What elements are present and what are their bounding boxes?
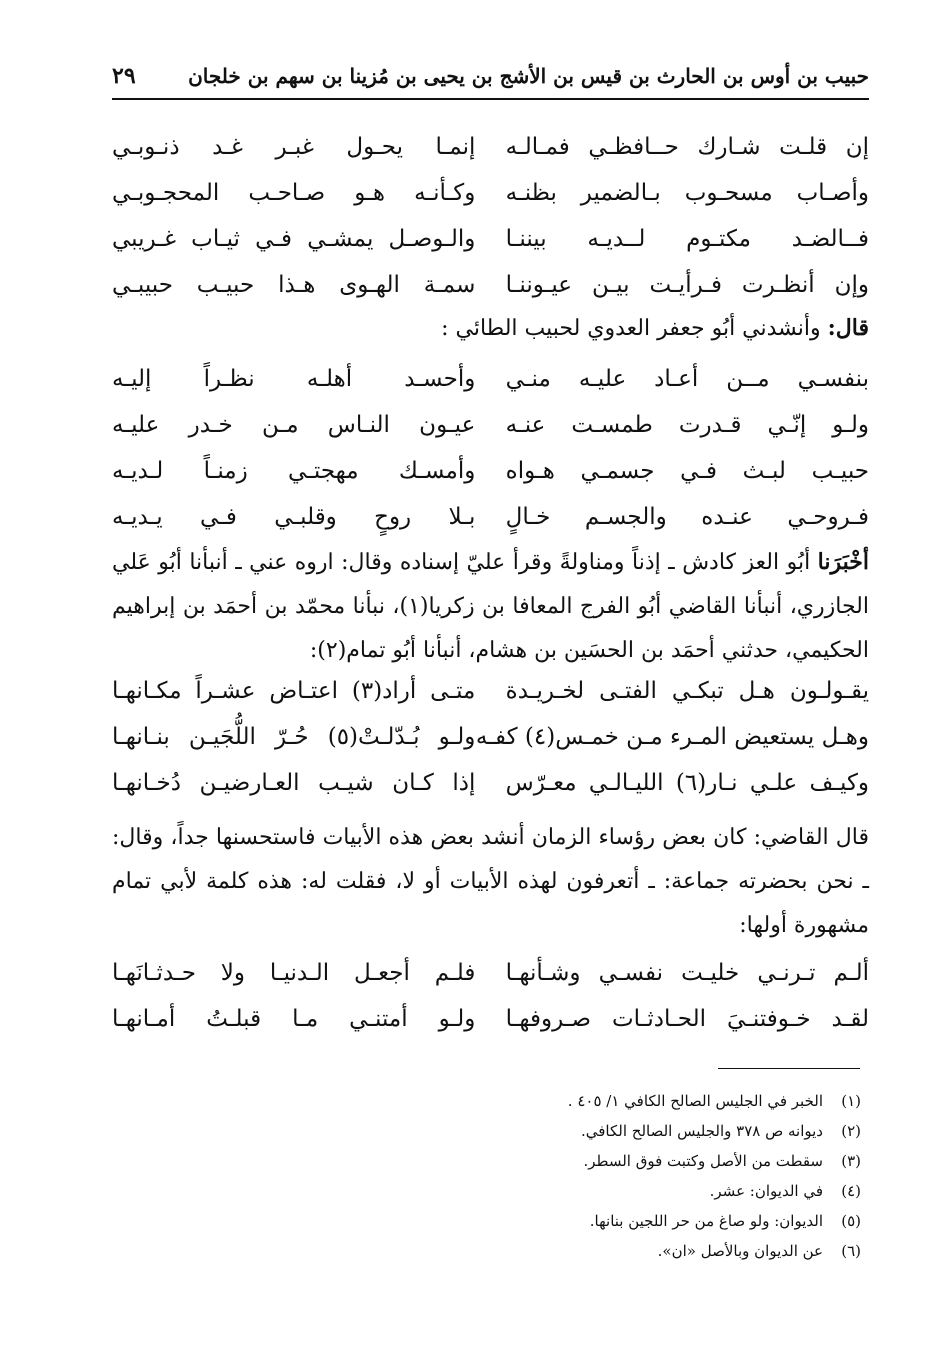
footnote bbox=[461, 1146, 861, 1176]
verse-first-hemistich: لقـد خـوفتنـيَ الحـادثـات صـروفهـا bbox=[505, 1006, 869, 1032]
paragraph-text: قال القاضي: كان بعض رؤساء الزمان أنشد بعض هذه الأبيات فاستحسنها جداً، وقال: ـ نحن بحضرته جماعة: ـ أتعرفون لهذه الأبيات أو لا، فقلت له: هذه كلمة لأبي تمام مشهورة أولها: bbox=[112, 825, 869, 938]
footnotes bbox=[461, 1086, 861, 1266]
footnote-text: الديوان: ولو صاغ من حر اللجين بنانها. bbox=[589, 1212, 823, 1230]
footnote-text: سقطت من الأصل وكتبت فوق السطر. bbox=[583, 1152, 823, 1170]
verse-second-hemistich: سمـة الهـوى هـذا حبيـب حبيبـي bbox=[112, 272, 476, 298]
verse-first-hemistich: إن قلـت شـارك حــافظـي فمـالـه bbox=[505, 134, 869, 160]
footnote-text: الخبر في الجليس الصالح الكافي ١/ ٤٠٥ . bbox=[567, 1092, 823, 1110]
footnote bbox=[461, 1206, 861, 1236]
verse-second-hemistich: وأمسـك مهجتـي زمنـاً لـديـه bbox=[112, 458, 476, 484]
poem-block-2 bbox=[112, 356, 869, 540]
verse bbox=[112, 668, 869, 714]
verse bbox=[112, 714, 869, 760]
verse-second-hemistich: إنمـا يحـول غبـر غـد ذنـوبـي bbox=[112, 134, 476, 160]
verse-first-hemistich: حبيـب لبـث فـي جسمـي هـواه bbox=[505, 458, 869, 484]
verse bbox=[112, 448, 869, 494]
running-title: حبيب بن أوس بن الحارث بن قيس بن الأشج بن يحيى بن مُزينا بن سهم بن خلجان bbox=[188, 64, 869, 88]
verse-second-hemistich: فلـم أجعـل الـدنيـا ولا حـدثـانَهـا bbox=[112, 960, 476, 986]
verse bbox=[112, 760, 869, 806]
verse bbox=[112, 170, 869, 216]
verse-second-hemistich: والـوصـل يمشـي فـي ثيـاب غـريبي bbox=[112, 226, 476, 252]
footnote bbox=[461, 1086, 861, 1116]
verse-first-hemistich: ولـو إنّـي قـدرت طمسـت عنـه bbox=[505, 412, 869, 438]
verse-first-hemistich: فـروحـي عنـده والجسـم خـالٍ bbox=[505, 504, 869, 530]
footnote-text: عن الديوان وبالأصل «ان». bbox=[657, 1242, 823, 1260]
verse-first-hemistich: يقـولـون هـل تبكـي الفتـى لخـريـدة bbox=[505, 678, 869, 704]
verse bbox=[112, 402, 869, 448]
verse bbox=[112, 262, 869, 308]
poem-block-4 bbox=[112, 950, 869, 1042]
paragraph-narration-2 bbox=[112, 816, 869, 948]
poem-block-3 bbox=[112, 668, 869, 806]
verse-first-hemistich: وكيـف علـي نـار(٦) الليـالـي معـرّس bbox=[505, 770, 869, 796]
verse bbox=[112, 356, 869, 402]
paragraph-isnad bbox=[112, 540, 869, 673]
verse-first-hemistich: ألـم تـرنـي خليـت نفسـي وشـأنهـا bbox=[505, 960, 869, 986]
verse bbox=[112, 124, 869, 170]
footnote bbox=[461, 1176, 861, 1206]
verse-second-hemistich: ولـو أمتنـي مـا قبلـتُ أمـانهـا bbox=[112, 1006, 476, 1032]
verse-second-hemistich: ولـو بُـدّلـتْ(٥) حُـرّ اللُّجَيـن بنـانهـا bbox=[112, 724, 476, 750]
page-header bbox=[112, 60, 869, 100]
verse-second-hemistich: بـلا روحٍ وقلبـي فـي يـديـه bbox=[112, 504, 476, 530]
footnote-number: (٣) bbox=[841, 1152, 861, 1170]
footnote-number: (٤) bbox=[841, 1182, 861, 1200]
footnote-number: (١) bbox=[841, 1092, 861, 1110]
footnote bbox=[461, 1116, 861, 1146]
footnote-number: (٥) bbox=[841, 1212, 861, 1230]
verse-second-hemistich: عيـون النـاس مـن خـدر عليـه bbox=[112, 412, 476, 438]
paragraph-text: وأنشدني أبُو جعفر العدوي لحبيب الطائي : bbox=[441, 316, 828, 341]
footnote-number: (٦) bbox=[841, 1242, 861, 1260]
footnote-text: في الديوان: عشر. bbox=[709, 1182, 823, 1200]
verse-second-hemistich: إذا كـان شيـب العـارضيـن دُخـانهـا bbox=[112, 770, 476, 796]
verse-first-hemistich: وإن أنظـرت فـرأيـت بيـن عيـوننـا bbox=[505, 272, 869, 298]
paragraph-lead-word: قال: bbox=[827, 315, 869, 341]
verse-first-hemistich: وهـل يستعيض المـرء مـن خمـس(٤) كفـه bbox=[475, 724, 869, 750]
verse-second-hemistich: وأحسـد أهلـه نظـراً إليـه bbox=[112, 366, 476, 392]
verse-first-hemistich: بنفسـي مــن أعـاد عليـه منـي bbox=[505, 366, 869, 392]
poem-block-1 bbox=[112, 124, 869, 308]
verse-first-hemistich: فــالضـد مكتـوم لــديـه بيننـا bbox=[505, 226, 869, 252]
verse bbox=[112, 950, 869, 996]
verse-second-hemistich: وكـأنـه هـو صـاحـب المحجـوبـي bbox=[112, 180, 476, 206]
paragraph-narration-1 bbox=[112, 306, 869, 351]
verse-first-hemistich: وأصـاب مسحـوب بـالضمير بظنـه bbox=[505, 180, 869, 206]
footnote-divider bbox=[718, 1068, 860, 1069]
page-number: ٢٩ bbox=[112, 63, 136, 89]
verse-second-hemistich: متـى أراد(٣) اعتـاض عشـراً مكـانهـا bbox=[112, 678, 476, 704]
verse bbox=[112, 996, 869, 1042]
footnote-text: ديوانه ص ٣٧٨ والجليس الصالح الكافي. bbox=[580, 1122, 823, 1140]
footnote bbox=[461, 1236, 861, 1266]
verse bbox=[112, 494, 869, 540]
verse bbox=[112, 216, 869, 262]
footnote-number: (٢) bbox=[841, 1122, 861, 1140]
paragraph-text: أبُو العز كادش ـ إذناً ومناولةً وقرأ عليّ إسناده وقال: اروه عني ـ أنبأنا أبُو عَلي الجازري، أنبأنا القاضي أبُو الفرج المعافا بن زكريا(١)، نبأنا محمّد بن أحمَد بن إبراهيم الحكيمي، حدثني أحمَد بن الحسَين بن هشام، أنبأنا أبُو تمام(٢): bbox=[112, 550, 869, 663]
paragraph-lead-word: أخْبَرَنا bbox=[817, 549, 869, 575]
